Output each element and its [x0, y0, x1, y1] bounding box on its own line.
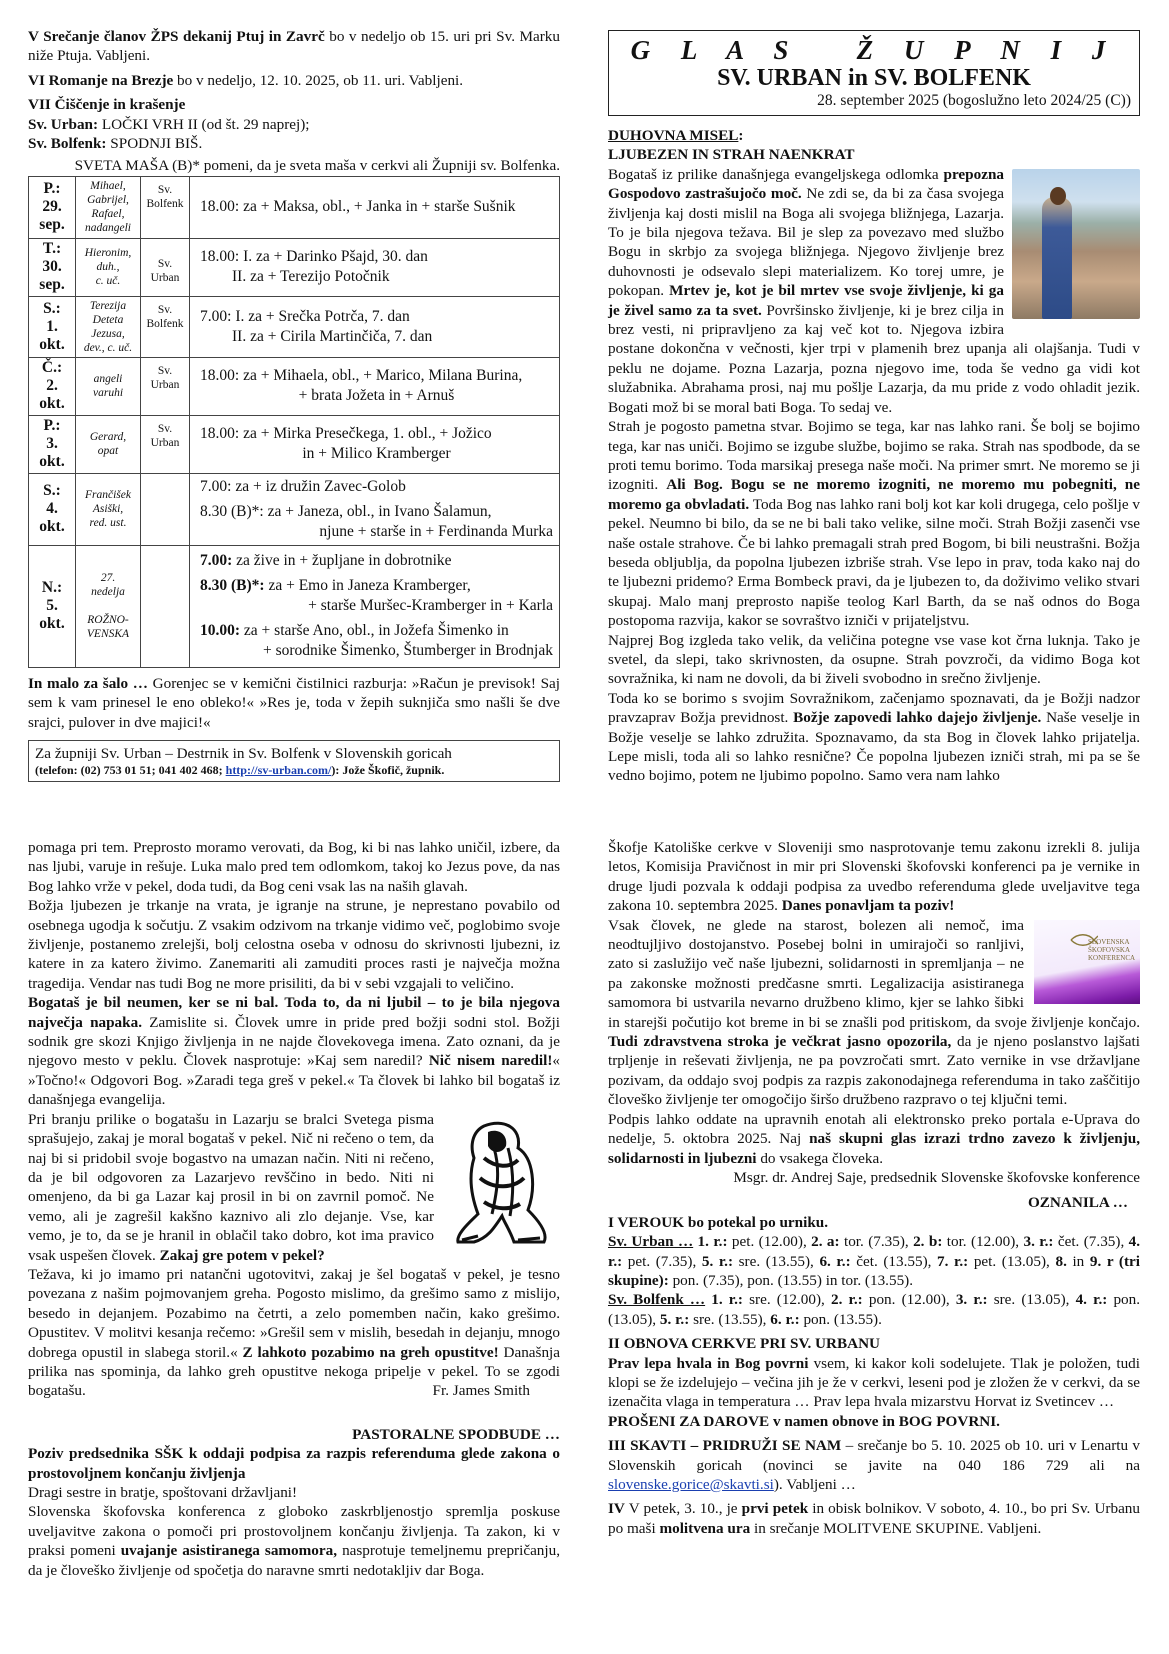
announcement-ii-donations: PROŠENI ZA DAROVE v namen obnove in BOG POVRNI. [608, 1412, 1000, 1430]
saint-line: ROŽNO- [87, 614, 129, 627]
mass-intention [200, 366, 553, 386]
grade-label: 5. r.: [696, 1252, 734, 1270]
meditation [608, 126, 1140, 786]
grade-time: pon. (12.00), [862, 1291, 950, 1309]
mass-intention [200, 267, 553, 287]
day-line: T.: [42, 240, 62, 258]
pastoral-title: Poziv predsednika SŠK k oddaji podpisa za razpis referenduma glede zakona o prostovoljnem končanju življenja [28, 1445, 560, 1482]
mass-day [29, 473, 76, 545]
mass-place [141, 296, 190, 357]
mass-day [29, 357, 76, 415]
grade-time: čet. (13.55), [850, 1252, 932, 1270]
grade-label: 3. r.: [1019, 1233, 1054, 1251]
mass-intentions [190, 473, 560, 545]
mass-row [29, 176, 560, 238]
mass-text: za + Janeza, obl., in Ivano Šalamun, [263, 502, 492, 520]
mass-row [29, 357, 560, 415]
grade-time: tor. (7.35), [839, 1233, 909, 1251]
meditation-author: Fr. James Smith [432, 1382, 530, 1400]
grade-time: tor. (12.00), [942, 1233, 1020, 1251]
announcement-vi: VI Romanje na Brezje bo v nedeljo, 12. 10. 2025, ob 11. uri. Vabljeni. [28, 71, 464, 89]
mass-text: II. za + Terezijo Potočnik [232, 268, 390, 286]
contact-box [28, 740, 560, 782]
mass-intention [200, 197, 553, 217]
grade-label: 2. a: [806, 1233, 840, 1251]
saint-line: Hieronim, [84, 247, 132, 260]
mass-intentions [190, 176, 560, 238]
meditation-p1: Bogataš iz prilike današnjega evangeljskega odlomka prepozna Gospodovo zastrašujočo moč. Ne zdi se, da bi za časa svojega življenja kaj dosti mislil na Boga ali svojega bližnjega, Lazarja. To je bila njegova težava. Bil je slep za povezavo med službo Bogu in skrbjo za svojega bližnjega. Njegovo življenje brez duhovnosti je odsevalo slepi materializem. Ko torej umre, je pokopan. Mrtev je, kot je bil mrtev vse svoje življenje, ki ga je živel samo za ta svet. Površinsko življenje, ki je brez cilja in brez vesti, ni pripravljeno za kaj več kot to. Njegova izbira postane dokončna v večnosti, kjer trpi v plamenih brez upanja ali olajšanja. Tudi v peklu ne dojame. Pozna Lazarja, pozna njegovo ime, toda še vedno ga vidi kot služabnika. Abrahama prosi, naj mu pošlje Lazarja, da mu pride z vodo ohladit jezik. Bogati mož bi se moral bati Boga. To sedaj ve. [608, 165, 1140, 416]
grade-extra: 8. [1055, 1252, 1067, 1270]
mass-day [29, 545, 76, 667]
mass-saint [76, 238, 141, 296]
catechism-urban: Sv. Urban … 1. r.: pet. (12.00), 2. a: tor. (7.35), 2. b: tor. (12.00), 3. r.: čet. (7.35), 4. r.: pet. (7.35), 5. r.: sre. (13.55), 6. r.: čet. (13.55), 7. r.: pet. (13.05), 8. in 9. r (tri skupine): pon. (7.35), pon. (13.55) in tor. (13.55). [608, 1233, 1141, 1289]
place-line: Sv. [157, 422, 173, 435]
mass-time: 8.30 (B)*: [200, 502, 264, 520]
day-line: okt. [39, 395, 65, 413]
mass-intention [200, 247, 553, 267]
mass-saint [76, 296, 141, 357]
meditation-p4: Toda ko se borimo s svojim Sovražnikom, začenjamo spoznavati, da je Božji nadzor pravzaprav Božja previdnost. Božje zapovedi lahko dajejo življenje. Naše veselje in Božje veselje se lahko združita. Spoznavamo, da sta Bog in človek lahko prijatelja. Lepe misli, toda ali so lahko resnične? Če popolna ljubezen izniči strah, mi pa se še vedno bojimo, potem ne ljubimo popolno. Samo vera nam lahko [608, 689, 1140, 785]
day-line: sep. [39, 276, 65, 294]
mass-text: za + Maksa, obl., + Janka in + starše Sušnik [239, 198, 516, 216]
grade-label: 1. r.: [705, 1291, 743, 1309]
website-link[interactable]: http://sv-urban.com/ [225, 763, 332, 778]
announcement-ii-title: II OBNOVA CERKVE PRI SV. URBANU [608, 1335, 881, 1353]
place-line: Sv. [157, 303, 173, 316]
mass-time: 8.30 (B)*: [200, 577, 265, 595]
mass-intention [200, 424, 553, 444]
grade-time: čet. (7.35), [1053, 1233, 1125, 1251]
bottom-left-column [28, 838, 560, 1580]
grade-label: 7. r.: [931, 1252, 969, 1270]
mass-place [141, 473, 190, 545]
mass-intention [200, 502, 553, 522]
mass-intention [200, 307, 553, 327]
mass-intentions [190, 238, 560, 296]
announcement-i-title: I VEROUK bo potekal po urniku. [608, 1213, 829, 1231]
mass-time: 18.00: [200, 425, 240, 443]
mass-saint [76, 545, 141, 667]
mass-text: za žive in + župljane in dobrotnike [232, 552, 452, 570]
grade-time: pon. (13.05), [608, 1291, 1141, 1328]
mass-day [29, 176, 76, 238]
bottom-right-column [608, 838, 1140, 1538]
top-left-column [28, 27, 560, 782]
mass-intention [200, 596, 553, 616]
day-line: S.: [43, 482, 61, 500]
mass-place [141, 357, 190, 415]
saint-line: red. ust. [89, 517, 127, 530]
day-line: N.: [41, 579, 63, 597]
place-line: Urban [150, 378, 180, 391]
kneeling-figure-illustration [444, 1118, 560, 1248]
meditation-section: DUHOVNA MISEL: [608, 127, 744, 144]
saint-line: c. uč. [95, 275, 121, 288]
mass-text: I. za + Darinko Pšajd, 30. dan [239, 248, 428, 266]
saint-line: Gabrijel, [87, 194, 129, 207]
grade-time: sre. (13.05), [987, 1291, 1070, 1309]
mass-intentions [190, 415, 560, 473]
mass-text: II. za + Cirila Martinčiča, 7. dan [232, 327, 433, 345]
mass-text: za + Mirka Presečkega, 1. obl., + Jožico [239, 425, 492, 443]
saint-line: Gerard, [89, 431, 127, 444]
day-line: okt. [39, 335, 65, 353]
place-line: Urban [150, 271, 180, 284]
meditation-p3: Najprej Bog izgleda tako velik, da veličina potegne vse vase kot črna luknja. Tako je svetel, da slepi, tako skrivnosten, da osupne. Strah povzroči, da vidimo Boga kot sovražnika, ki nam ne dovoli, da bi živeli svobodno in srečno življenje. [608, 631, 1140, 688]
mass-place [141, 545, 190, 667]
scouts-email-link[interactable]: slovenske.gorice@skavti.si [608, 1476, 774, 1493]
grade-label: 2. b: [908, 1233, 943, 1251]
day-line: sep. [39, 216, 65, 234]
saint-line: Rafael, [91, 208, 125, 221]
masthead [608, 30, 1140, 116]
day-line: 2. [46, 377, 58, 395]
grade-extra: pon. (7.35), pon. (13.55) in tor. (13.55). [668, 1271, 914, 1289]
grade-time: pet. (12.00), [727, 1233, 807, 1251]
catechism-bolfenk: Sv. Bolfenk … 1. r.: sre. (12.00), 2. r.: pon. (12.00), 3. r.: sre. (13.05), 4. r.: pon. (13.05), 5. r.: sre. (13.55), 6. r.: pon. (13.55). [608, 1291, 1141, 1328]
grade-label: 2. r.: [824, 1291, 863, 1309]
mass-text: + starše Muršec-Kramberger in + Karla [308, 597, 553, 615]
mass-intention [200, 641, 553, 661]
day-line: 29. [42, 198, 62, 216]
meditation-p8: Pri branju prilike o bogatašu in Lazarju se bralci Svetega pisma sprašujejo, zakaj je moral bogataš v pekel. Nič ni rečeno o tem, da naj bi si pridobil svoje bogastvo na umazan način. Niti ni rečeno, da je bil odgovoren za Lazarjevo revščino in bedo. Niti ni omenjeno, da bi ga Lazar kaj prosil in bi on zavrnil pomoč. Ne vemo, ali je zagrešil kakšno kaznivo ali zlo dejanje. Vse, kar vemo, je to, da se je hranil in oblačil tako dobro, kot ima pravico vsak uspešen človek. Zakaj gre potem v pekel? [28, 1110, 560, 1265]
mass-saint [76, 473, 141, 545]
saint-line: angeli [93, 373, 123, 386]
mass-place [141, 238, 190, 296]
saint-line: VENSKA [86, 628, 130, 641]
mass-intention [200, 522, 553, 542]
grade-label: 6. r.: [766, 1310, 800, 1328]
day-line: Č.: [41, 359, 63, 377]
pastoral-p2: Škofje Katoliške cerkve v Sloveniji smo nasprotovanje temu zakonu izrekli 8. julija letos, Komisija Pravičnost in mir pri Slovenski škofovski konferenci pa je vernike in druge ljudi pozvala k oddaji podpisa za uvedbo referenduma glede uveljavitve tega zakona 10. septembra 2025. Danes ponavljam ta poziv! [608, 839, 1140, 915]
mass-saint [76, 415, 141, 473]
meditation-p6: Božja ljubezen je trkanje na vrata, je igranje na strune, je neprestano povabilo od osebnega ugodja k sočutju. Z vsakim odzivom na trkanje vidimo več, poglobimo svoje življenje, postanemo zrelejši, bolj celostna oseba v odnosu do skrivnosti ljubezni, iz katere in za katero živimo. Zanemariti ali zamuditi proces rasti je največja možna tragedija. Vendar nas tudi Bog ne more prisiliti, da bi v sebi vzgajali to veličino. [28, 897, 560, 992]
contact-line1: Za župniji Sv. Urban – Destrnik in Sv. Bolfenk v Slovenskih goricah [35, 745, 452, 763]
day-line: 30. [42, 258, 62, 276]
announcement-iii: III SKAVTI – PRIDRUŽI SE NAM – srečanje bo 5. 10. 2025 ob 10. uri v Lenartu v Slovenskih goricah (novinci se javite na 040 186 729 ali na slovenske.gorice@skavti.si). Vabljeni … [608, 1437, 1140, 1493]
mass-text: njune + starše in + Ferdinanda Murka [319, 522, 553, 540]
place-line: Urban [150, 436, 180, 449]
grade-extra: in [1066, 1252, 1090, 1270]
mass-intention [200, 386, 553, 406]
mass-text: + brata Jožeta in + Arnuš [298, 387, 455, 405]
meditation-p9: Težava, ki jo imamo pri natančni ugotovitvi, zakaj je šel bogataš v pekel, je tesno povezana z našim pojmovanjem greha. Pogosto mislimo, da grešimo samo z mislijo, besedo in dejanjem. Pozabimo na četrti, a zelo pomemben način, kako grešimo. Opustitev. V molitvi kesanja rečemo: »Grešil sem v mislih, besedah in dejanju, mnogo dobrega opustil in slabega storil.« Z lahkoto pozabimo na greh opustitve! Današnja prilika nas spominja, da lahko greh opustitve nekoga pripelje v pekel. To se zgodi bogatašu. [28, 1265, 561, 1400]
saint-line: Jezusa, [91, 327, 125, 340]
announcement-vii-title: VII Čiščenje in krašenje [28, 96, 186, 114]
pastoral-section: PASTORALNE SPODBUDE … [352, 1425, 560, 1443]
place-line: Bolfenk [146, 197, 184, 210]
mass-time: 7.00: [200, 307, 232, 325]
mass-day [29, 238, 76, 296]
day-line: P.: [43, 180, 61, 198]
mass-place [141, 415, 190, 473]
grade-label: 1. r.: [693, 1233, 728, 1251]
mass-time: 18.00: [200, 248, 240, 266]
grade-label: 5. r.: [656, 1310, 690, 1328]
place-line: Sv. [157, 183, 173, 196]
mass-intentions [190, 545, 560, 667]
saint-line: 27. [100, 572, 116, 585]
saint-line: Mihael, [90, 180, 126, 193]
announcement-vii-bolfenk: Sv. Bolfenk: SPODNJI BIŠ. [28, 135, 203, 153]
announcements-section: OZNANILA … [1027, 1194, 1128, 1212]
pastoral-greeting: Dragi sestre in bratje, spoštovani državljani! [28, 1484, 298, 1502]
pastoral-p3: SLOVENSKA ŠKOFOVSKA KONFERENCA Vsak človek, ne glede na starost, bolezen ali nemoč, ima neodtujljivo dostojanstvo. Posebej bolni in umirajoči so ranljivi, zato si zaslužijo več naše ljubezni, solidarnosti in spremljanja – ne pa zakonske možnosti predčasne smrti. Legalizacija asistiranega samomora bi ustvarila nevarno družbeno klimo, kjer se lahko šibki in starejši počutijo kot breme in bi se znašli pod pritiskom, da svoje življenje končajo. Tudi zdravstvena stroka je večkrat jasno opozorila, da je njeno poslanstvo lajšati trpljenje in reševati življenja, ne pa povzročati smrt. Zato vernike in vse državljane pozivam, da oddajo svoj podpis za razpis zakonodajnega referenduma in tako zaščitijo človeško življenje ter omogočijo širšo družbeno razpravo o tej ključni temi. [608, 916, 1140, 1109]
mass-time: 10.00: [200, 622, 241, 640]
mass-saint [76, 357, 141, 415]
pastoral-p1: Slovenska škofovska konferenca z globoko zaskrbljenostjo spremlja poskuse uveljavitve zakona o pomoči pri prostovoljnem končanju življenja. Ta zakon, ki v praksi pomeni uvajanje asistiranega samomora, nasprotuje temeljnemu prepričanju, da je človeško življenje od spočetja do naravne smrti nedotakljiv dar Boga. [28, 1503, 561, 1579]
masthead-title: G L A S Ž U P N I J [630, 35, 1118, 65]
day-line: okt. [39, 453, 65, 471]
grade-label: 4. r.: [1069, 1291, 1108, 1309]
day-line: okt. [39, 615, 65, 633]
saint-line [77, 599, 139, 613]
top-right-column [608, 30, 1140, 786]
announcement-v: V Srečanje članov ŽPS dekanij Ptuj in Zavrč bo v nedeljo ob 15. uri pri Sv. Marku niže Ptuja. Vabljeni. [28, 28, 560, 65]
mass-intention [200, 327, 553, 347]
grade-time: pon. (13.55). [799, 1310, 882, 1328]
mass-schedule-table [28, 176, 560, 668]
place-line: Sv. [157, 364, 173, 377]
grade-label: 6. r.: [813, 1252, 851, 1270]
saint-line: nedelja [91, 586, 125, 599]
grade-label: 3. r.: [949, 1291, 988, 1309]
meditation-p2: Strah je pogosto pametna stvar. Bojimo se tega, kar nas lahko rani. Še bolj se bojimo tega, kar nas uniči. Bojimo se izgube službe, bojimo se raka. Strah nas spodbode, da se proti temu borimo. Toda marsikaj presega naše moči. Na primer smrt. Ne moremo se ji izogniti. Ali Bog. Bogu se ne moremo izogniti, ne moremo mu pobegniti, ne moremo ga obvladati. Toda Bog nas lahko rani bolj kot kar koli drugega, celo pošlje v pekel. Neumno bi bilo, da se ne bi bali tako velike, silne moči. Strah Božji zasenči vse naše ostale strahove. Če bi lahko premagali strah pred Bogom, bi bili neustrašni. Božja beseda obljublja, da popolna ljubezen izbriše strah. Vse lepo in prav, toda kako naj do te ljubezni pridemo? Erma Bombeck pravi, da je ljubezen to, da doživimo veliko stvari skupaj. Malo manj preprosto napiše teolog Karl Barth, da se naš odnos do Boga postopoma razvija, kakor se sovraštvo izniči v prijateljstvu. [608, 418, 1141, 630]
grade-extra: 9. r (tri skupine): [608, 1252, 1141, 1289]
mass-intention [200, 551, 553, 571]
mass-row [29, 545, 560, 667]
mass-text: + sorodnike Šimenko, Štumberger in Brodnjak [262, 642, 553, 660]
mass-text: za + Mihaela, obl., + Marico, Milana Burina, [239, 367, 523, 385]
day-line: 1. [46, 317, 58, 335]
grade-time: sre. (13.55), [733, 1252, 814, 1270]
saint-line: varuhi [92, 387, 124, 400]
day-line: 3. [46, 435, 58, 453]
mass-text: za + starše Ano, obl., in Jožefa Šimenko in [240, 622, 509, 640]
grade-time: pet. (13.05), [968, 1252, 1050, 1270]
grade-time: sre. (12.00), [742, 1291, 825, 1309]
place-line: Bolfenk [146, 317, 184, 330]
jesus-preaching-image [1012, 169, 1140, 319]
meditation-title: LJUBEZEN IN STRAH NAENKRAT [608, 146, 855, 164]
mass-time: 18.00: [200, 198, 240, 216]
mass-time: 7.00: [200, 552, 233, 570]
mass-time: 18.00: [200, 367, 240, 385]
masthead-subtitle: SV. URBAN in SV. BOLFENK [717, 65, 1031, 91]
mass-time: 7.00: [200, 477, 232, 495]
contact-line2: (telefon: (02) 753 01 51; 041 402 468; http://sv-urban.com/): Jože Škofič, župnik. [35, 763, 445, 778]
mass-text: za + iz družin Zavec-Golob [231, 477, 406, 495]
saint-line: nadangeli [85, 222, 131, 235]
ssk-logo: SLOVENSKA ŠKOFOVSKA KONFERENCA [1034, 920, 1140, 1004]
grade-label: 4. r.: [608, 1233, 1141, 1270]
saint-line: Terezija [89, 299, 127, 312]
mass-row [29, 238, 560, 296]
mass-day [29, 296, 76, 357]
meditation-p7: Bogataš je bil neumen, ker se ni bal. Toda to, da ni ljubil – to je bila njegova največja napaka. Zamislite si. Človek umre in pride pred božji sodni stol. Božji sodnik gre skozi Knjigo življenja in ne najde človekovega imena. Zato oznani, da je njegovo mesto v peklu. Človek nasprotuje: »Kaj sem naredil? Nič nisem naredil!« »Točno!« Odgovori Bog. »Zaradi tega greš v pekel.« Ta človek bi lahko bil bogataš iz današnjega evangelija. [28, 994, 561, 1109]
mass-text: I. za + Srečka Potrča, 7. dan [231, 307, 410, 325]
mass-intentions [190, 296, 560, 357]
saint-line: Frančišek [85, 489, 131, 502]
day-line: 4. [46, 500, 58, 518]
mass-place [141, 176, 190, 238]
mass-intentions [190, 357, 560, 415]
mass-intention [200, 477, 553, 497]
announcement-ii-text: Prav lepa hvala in Bog povrni vsem, ki kakor koli sodelujete. Tlak je položen, tudi klopi se že izdelujejo – večina jih je že v cerkvi, leseni pod je zložen že v cerkvi, da se izenačita vlaga in temperatura … Prav lepa hvala mizarstvu Horvat iz Svetincev … [608, 1354, 1141, 1411]
grade-time: pet. (7.35), [622, 1252, 697, 1270]
announcement-vii-urban: Sv. Urban: LOČKI VRH II (od št. 29 naprej); [28, 115, 310, 133]
mass-note: SVETA MAŠA (B)* pomeni, da je sveta maša v cerkvi ali Župniji sv. Bolfenka. [74, 157, 560, 175]
day-line: 5. [46, 597, 58, 615]
pastoral-signature: Msgr. dr. Andrej Saje, predsednik Slovenske škofovske konference [733, 1168, 1140, 1186]
grade-time: sre. (13.55), [689, 1310, 767, 1328]
joke: In malo za šalo … Gorenjec se v kemični čistilnici razburja: »Račun je previsok! Saj sem k vam prinesel le eno obleko!« »Res je, toda v žepih suknjiča smo našli še dve srajci, pulover in dve majici!« [28, 674, 560, 731]
day-line: okt. [39, 518, 65, 536]
mass-intention [200, 444, 553, 464]
place-line: Sv. [157, 257, 173, 270]
saint-line: dev., c. uč. [83, 341, 133, 354]
mass-day [29, 415, 76, 473]
mass-row [29, 296, 560, 357]
announcement-iv: IV V petek, 3. 10., je prvi petek in obisk bolnikov. V soboto, 4. 10., bo pri Sv. Urbanu po maši molitvena ura in srečanje MOLITVENE SKUPINE. Vabljeni. [608, 1500, 1140, 1537]
mass-row [29, 473, 560, 545]
mass-intention [200, 576, 553, 596]
day-line: P.: [43, 417, 61, 435]
saint-line: duh., [96, 261, 120, 274]
mass-row [29, 415, 560, 473]
saint-line: Asiški, [92, 503, 124, 516]
mass-text: za + Emo in Janeza Kramberger, [264, 577, 471, 595]
pastoral-p4: Podpis lahko oddate na upravnih enotah ali elektronsko preko portala e-Uprava do nedelje, 5. oktobra 2025. Naj naš skupni glas izrazi trdno zavezo k življenju, solidarnosti in ljubezni do vsakega človeka. [608, 1110, 1141, 1167]
meditation-p5: pomaga pri tem. Preprosto moramo verovati, da Bog, ki bi nas lahko uničil, izbere, da nas ljubi, varuje in rešuje. Luka malo pred tem odlomkom, takoj ko Jezus pove, da nas Bog lahko vrže v pekel, doda tudi, da Bog ceni vsak las na naših glavah. [28, 839, 560, 895]
mass-saint [76, 176, 141, 238]
saint-line: Deteta [92, 313, 124, 326]
day-line: S.: [43, 299, 61, 317]
saint-line: opat [97, 445, 119, 458]
masthead-date: 28. september 2025 (bogoslužno leto 2024/25 (C)) [817, 92, 1131, 109]
mass-intention [200, 621, 553, 641]
mass-text: in + Milico Kramberger [302, 445, 451, 463]
